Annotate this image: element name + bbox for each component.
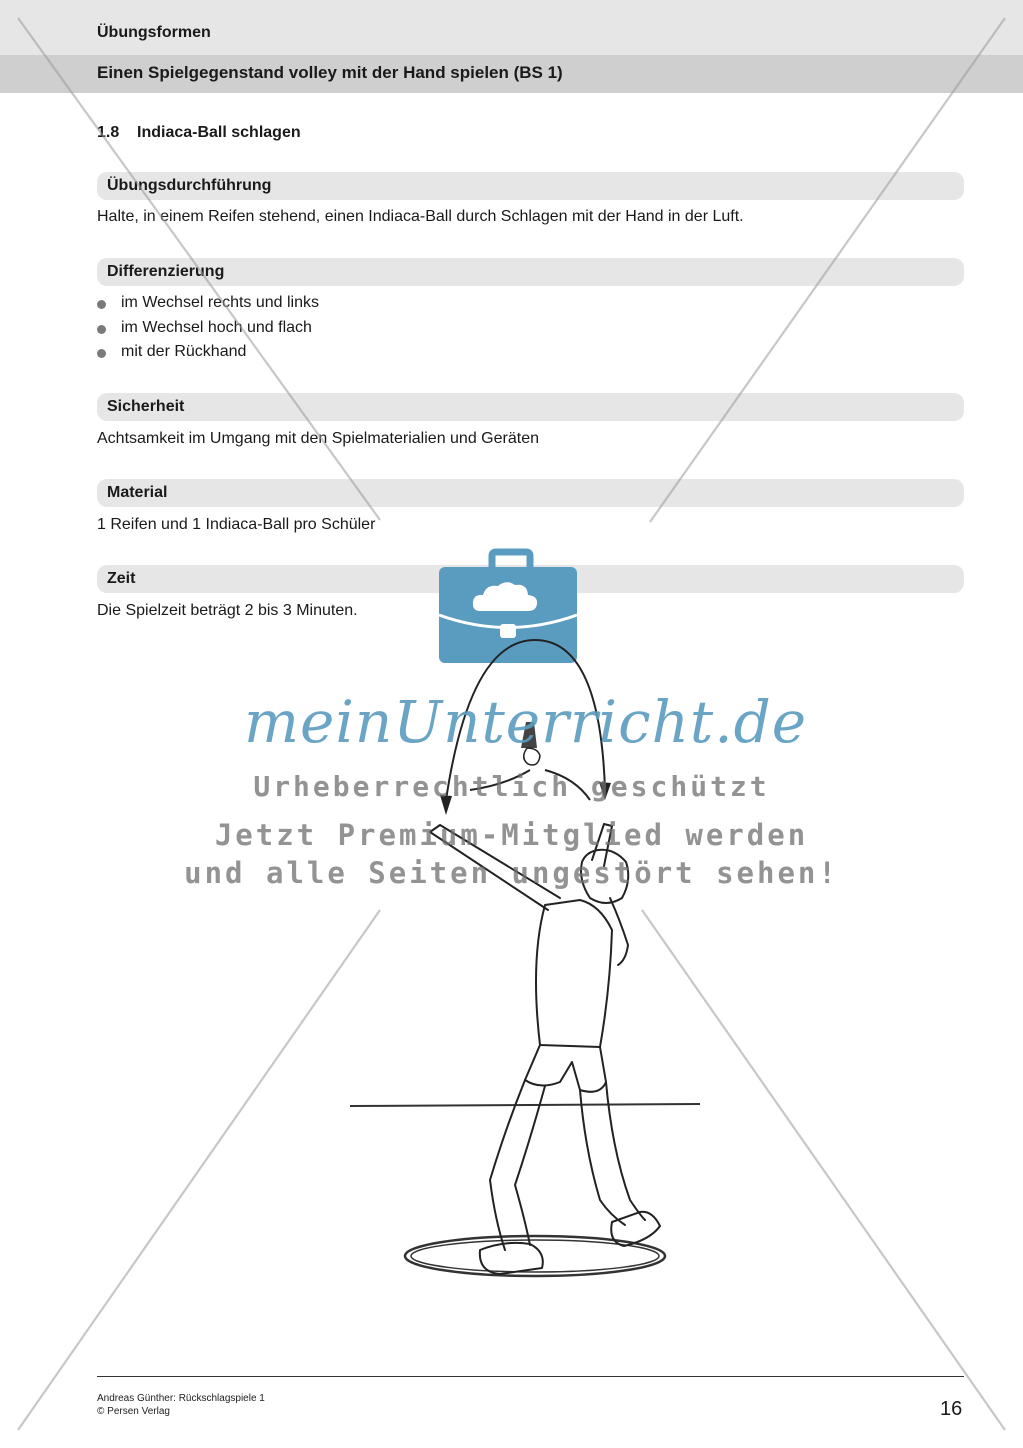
watermark-brand: meinUnterricht.de — [244, 688, 808, 756]
heading-differenzierung: Differenzierung — [107, 263, 225, 280]
text-material: 1 Reifen und 1 Indiaca-Ball pro Schüler — [97, 516, 376, 533]
text-zeit: Die Spielzeit beträgt 2 bis 3 Minuten. — [97, 602, 358, 619]
list-item-text: im Wechsel hoch und flach — [121, 318, 312, 336]
text-durchfuehrung: Halte, in einem Reifen stehend, einen Indiaca-Ball durch Schlagen mit der Hand in der Luft. — [97, 208, 744, 225]
section-title-text: Indiaca-Ball schlagen — [137, 124, 301, 141]
watermark-line-1: Urheberrechtlich geschützt — [253, 770, 770, 803]
watermark-line-3: und alle Seiten ungestört sehen! — [184, 856, 839, 890]
list-item-text: im Wechsel rechts und links — [121, 294, 319, 311]
heading-sicherheit: Sicherheit — [107, 398, 185, 415]
text-sicherheit: Achtsamkeit im Umgang mit den Spielmaterialien und Geräten — [97, 430, 539, 447]
heading-zeit: Zeit — [107, 570, 136, 587]
heading-durchfuehrung: Übungsdurchführung — [107, 177, 272, 194]
page-number: 16 — [940, 1398, 963, 1420]
briefcase-logo-icon — [439, 552, 577, 663]
header-category: Übungsformen — [97, 24, 211, 41]
list-item-text: mit der Rückhand — [121, 343, 247, 360]
watermark-line-2: Jetzt Premium-Mitglied werden — [214, 818, 809, 852]
footer-divider — [97, 1376, 964, 1377]
player-figure — [430, 824, 660, 1274]
header-subtitle: Einen Spielgegenstand volley mit der Hand spielen (BS 1) — [97, 63, 563, 82]
footer-publisher: © Persen Verlag — [97, 1406, 170, 1417]
section-number: 1.8 — [97, 124, 120, 141]
heading-material: Material — [107, 484, 168, 501]
footer-author: Andreas Günther: Rückschlagspiele 1 — [97, 1393, 265, 1404]
